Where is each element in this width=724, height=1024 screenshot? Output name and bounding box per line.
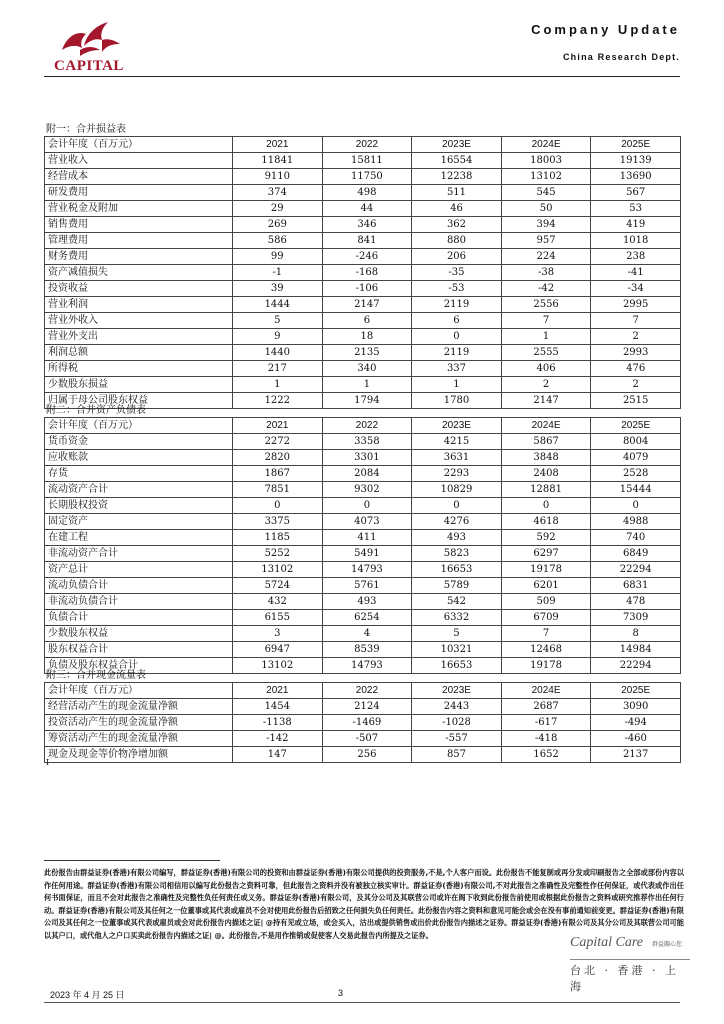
row-label-cell: 存货 — [45, 466, 233, 482]
table-row — [45, 562, 681, 578]
table-row — [45, 546, 681, 562]
year-header-cell: 2025E — [591, 683, 681, 699]
value-cell: 3631 — [412, 450, 502, 466]
cash-flow-title: 附三：合并现金流量表 — [46, 670, 146, 681]
table-row — [45, 297, 681, 313]
row-label-cell: 管理费用 — [45, 233, 233, 249]
value-cell: 2993 — [591, 345, 681, 361]
value-cell: 4 — [322, 626, 412, 642]
row-label-cell: 负债及股东权益合计 — [45, 658, 233, 674]
value-cell: 2443 — [412, 699, 502, 715]
value-cell: 16653 — [412, 562, 502, 578]
value-cell: 7 — [501, 626, 591, 642]
brand-chinese-name: 群益關心您 — [652, 941, 683, 948]
value-cell: 493 — [322, 594, 412, 610]
table-row — [45, 434, 681, 450]
value-cell: 7 — [501, 313, 591, 329]
year-header-cell: 2024E — [501, 683, 591, 699]
value-cell: 6 — [412, 313, 502, 329]
header-label-cell: 会计年度（百万元） — [45, 683, 233, 699]
row-label-cell: 营业税金及附加 — [45, 201, 233, 217]
value-cell: 1018 — [591, 233, 681, 249]
value-cell: 567 — [591, 185, 681, 201]
value-cell: 12238 — [412, 169, 502, 185]
table-row — [45, 466, 681, 482]
header-label-cell: 会计年度（百万元） — [45, 137, 233, 153]
value-cell: 478 — [591, 594, 681, 610]
value-cell: -1469 — [322, 715, 412, 731]
value-cell: 0 — [412, 498, 502, 514]
value-cell: 44 — [322, 201, 412, 217]
value-cell: 3375 — [233, 514, 323, 530]
row-label-cell: 营业收入 — [45, 153, 233, 169]
value-cell: 5252 — [233, 546, 323, 562]
row-label-cell: 应收账款 — [45, 450, 233, 466]
row-label-cell: 流动资产合计 — [45, 482, 233, 498]
value-cell: 12468 — [501, 642, 591, 658]
value-cell: 6849 — [591, 546, 681, 562]
value-cell: 11750 — [322, 169, 412, 185]
value-cell: 9110 — [233, 169, 323, 185]
table-row — [45, 361, 681, 377]
value-cell: 1444 — [233, 297, 323, 313]
row-label-cell: 少数股东损益 — [45, 377, 233, 393]
value-cell: 394 — [501, 217, 591, 233]
value-cell: 6831 — [591, 578, 681, 594]
value-cell: 0 — [233, 498, 323, 514]
value-cell: 2124 — [322, 699, 412, 715]
value-cell: 6254 — [322, 610, 412, 626]
year-header-cell: 2021 — [233, 418, 323, 434]
value-cell: 3301 — [322, 450, 412, 466]
value-cell: 3358 — [322, 434, 412, 450]
value-cell: 224 — [501, 249, 591, 265]
value-cell: 1 — [412, 377, 502, 393]
table-header-row — [45, 418, 681, 434]
value-cell: 8 — [591, 626, 681, 642]
year-header-cell: 2021 — [233, 683, 323, 699]
value-cell: -41 — [591, 265, 681, 281]
value-cell: 5789 — [412, 578, 502, 594]
value-cell: 509 — [501, 594, 591, 610]
table-row — [45, 153, 681, 169]
value-cell: 12881 — [501, 482, 591, 498]
value-cell: 14793 — [322, 562, 412, 578]
value-cell: 2272 — [233, 434, 323, 450]
row-label-cell: 非流动负债合计 — [45, 594, 233, 610]
value-cell: 10321 — [412, 642, 502, 658]
value-cell: 9302 — [322, 482, 412, 498]
value-cell: 4988 — [591, 514, 681, 530]
value-cell: -142 — [233, 731, 323, 747]
value-cell: 586 — [233, 233, 323, 249]
value-cell: 0 — [591, 498, 681, 514]
value-cell: 269 — [233, 217, 323, 233]
value-cell: 3848 — [501, 450, 591, 466]
year-header-cell: 2025E — [591, 418, 681, 434]
table-row — [45, 715, 681, 731]
value-cell: 6709 — [501, 610, 591, 626]
year-header-cell: 2022 — [322, 137, 412, 153]
value-cell: 5491 — [322, 546, 412, 562]
balance-sheet-title: 附二：合并资产负债表 — [46, 405, 146, 416]
value-cell: 957 — [501, 233, 591, 249]
value-cell: 9 — [233, 329, 323, 345]
table-row — [45, 731, 681, 747]
value-cell: 2084 — [322, 466, 412, 482]
row-label-cell: 财务费用 — [45, 249, 233, 265]
brand-divider — [570, 959, 690, 960]
value-cell: 46 — [412, 201, 502, 217]
value-cell: 1222 — [233, 393, 323, 409]
value-cell: 14793 — [322, 658, 412, 674]
value-cell: 18003 — [501, 153, 591, 169]
value-cell: 147 — [233, 747, 323, 763]
value-cell: 22294 — [591, 658, 681, 674]
value-cell: 1780 — [412, 393, 502, 409]
value-cell: 432 — [233, 594, 323, 610]
table-row — [45, 265, 681, 281]
value-cell: 13102 — [233, 658, 323, 674]
value-cell: 11841 — [233, 153, 323, 169]
value-cell: 0 — [322, 498, 412, 514]
company-logo — [44, 20, 134, 76]
year-header-cell: 2022 — [322, 418, 412, 434]
department-subtitle: China Research Dept. — [562, 52, 680, 62]
value-cell: 5823 — [412, 546, 502, 562]
row-label-cell: 固定资产 — [45, 514, 233, 530]
table-row — [45, 169, 681, 185]
value-cell: -557 — [412, 731, 502, 747]
table-row — [45, 498, 681, 514]
value-cell: 740 — [591, 530, 681, 546]
table-row — [45, 642, 681, 658]
value-cell: 1 — [322, 377, 412, 393]
report-date: 2023 年 4 月 25 日 — [50, 990, 125, 1000]
value-cell: 5 — [233, 313, 323, 329]
row-label-cell: 归属于母公司股东权益 — [45, 393, 233, 409]
stray-mark: I — [46, 758, 50, 767]
row-label-cell: 在建工程 — [45, 530, 233, 546]
row-label-cell: 销售费用 — [45, 217, 233, 233]
row-label-cell: 长期股权投资 — [45, 498, 233, 514]
year-header-cell: 2025E — [591, 137, 681, 153]
value-cell: 217 — [233, 361, 323, 377]
value-cell: 411 — [322, 530, 412, 546]
value-cell: -106 — [322, 281, 412, 297]
value-cell: 18 — [322, 329, 412, 345]
value-cell: 4073 — [322, 514, 412, 530]
value-cell: 2 — [591, 329, 681, 345]
table-row — [45, 482, 681, 498]
row-label-cell: 现金及现金等价物净增加额 — [45, 747, 233, 763]
row-label-cell: 少数股东权益 — [45, 626, 233, 642]
value-cell: 346 — [322, 217, 412, 233]
value-cell: 4079 — [591, 450, 681, 466]
table-row — [45, 514, 681, 530]
value-cell: 29 — [233, 201, 323, 217]
header-divider — [44, 76, 680, 77]
brand-name: Capital Care — [570, 935, 643, 950]
value-cell: 6297 — [501, 546, 591, 562]
value-cell: 2515 — [591, 393, 681, 409]
table-row — [45, 313, 681, 329]
value-cell: 53 — [591, 201, 681, 217]
value-cell: 340 — [322, 361, 412, 377]
table-row — [45, 201, 681, 217]
value-cell: 5761 — [322, 578, 412, 594]
value-cell: 2687 — [501, 699, 591, 715]
value-cell: -35 — [412, 265, 502, 281]
value-cell: 16653 — [412, 658, 502, 674]
table-row — [45, 530, 681, 546]
page-number: 3 — [338, 988, 344, 998]
value-cell: -507 — [322, 731, 412, 747]
value-cell: -53 — [412, 281, 502, 297]
header-label-cell: 会计年度（百万元） — [45, 418, 233, 434]
value-cell: 1652 — [501, 747, 591, 763]
value-cell: 13102 — [501, 169, 591, 185]
value-cell: 6201 — [501, 578, 591, 594]
value-cell: 2528 — [591, 466, 681, 482]
year-header-cell: 2023E — [412, 683, 502, 699]
value-cell: 0 — [501, 498, 591, 514]
value-cell: 16554 — [412, 153, 502, 169]
value-cell: 6332 — [412, 610, 502, 626]
year-header-cell: 2022 — [322, 683, 412, 699]
row-label-cell: 经营活动产生的现金流量净额 — [45, 699, 233, 715]
row-label-cell: 投资活动产生的现金流量净额 — [45, 715, 233, 731]
year-header-cell: 2024E — [501, 418, 591, 434]
value-cell: 2147 — [501, 393, 591, 409]
row-label-cell: 资产总计 — [45, 562, 233, 578]
value-cell: -460 — [591, 731, 681, 747]
income-statement-section — [44, 123, 680, 409]
value-cell: 2119 — [412, 297, 502, 313]
row-label-cell: 负债合计 — [45, 610, 233, 626]
value-cell: 5724 — [233, 578, 323, 594]
brand-cities: 台北 · 香港 · 上海 — [570, 964, 679, 993]
row-label-cell: 利润总额 — [45, 345, 233, 361]
value-cell: 2 — [501, 377, 591, 393]
footnote-divider — [44, 860, 220, 861]
value-cell: 5 — [412, 626, 502, 642]
value-cell: 13690 — [591, 169, 681, 185]
value-cell: 8539 — [322, 642, 412, 658]
value-cell: 5867 — [501, 434, 591, 450]
value-cell: 7 — [591, 313, 681, 329]
value-cell: 50 — [501, 201, 591, 217]
table-row — [45, 329, 681, 345]
value-cell: 1794 — [322, 393, 412, 409]
value-cell: -168 — [322, 265, 412, 281]
value-cell: 15444 — [591, 482, 681, 498]
logo-text: CAPITAL — [54, 58, 124, 74]
value-cell: -418 — [501, 731, 591, 747]
value-cell: 2820 — [233, 450, 323, 466]
value-cell: 3090 — [591, 699, 681, 715]
value-cell: 238 — [591, 249, 681, 265]
value-cell: 374 — [233, 185, 323, 201]
year-header-cell: 2023E — [412, 137, 502, 153]
value-cell: 14984 — [591, 642, 681, 658]
value-cell: 0 — [412, 329, 502, 345]
value-cell: 592 — [501, 530, 591, 546]
value-cell: 8004 — [591, 434, 681, 450]
value-cell: 545 — [501, 185, 591, 201]
row-label-cell: 经营成本 — [45, 169, 233, 185]
value-cell: 22294 — [591, 562, 681, 578]
value-cell: 2293 — [412, 466, 502, 482]
row-label-cell: 非流动资产合计 — [45, 546, 233, 562]
value-cell: 542 — [412, 594, 502, 610]
year-header-cell: 2023E — [412, 418, 502, 434]
value-cell: 2119 — [412, 345, 502, 361]
value-cell: -34 — [591, 281, 681, 297]
balance-sheet-section — [44, 404, 680, 674]
value-cell: -1028 — [412, 715, 502, 731]
value-cell: -494 — [591, 715, 681, 731]
value-cell: 337 — [412, 361, 502, 377]
row-label-cell: 所得税 — [45, 361, 233, 377]
value-cell: -1138 — [233, 715, 323, 731]
value-cell: 493 — [412, 530, 502, 546]
table-row — [45, 594, 681, 610]
value-cell: 1440 — [233, 345, 323, 361]
table-row — [45, 626, 681, 642]
value-cell: -617 — [501, 715, 591, 731]
value-cell: -42 — [501, 281, 591, 297]
row-label-cell: 资产减值损失 — [45, 265, 233, 281]
table-row — [45, 217, 681, 233]
value-cell: 19139 — [591, 153, 681, 169]
value-cell: 99 — [233, 249, 323, 265]
table-row — [45, 377, 681, 393]
value-cell: 406 — [501, 361, 591, 377]
bird-logo-icon — [56, 20, 122, 58]
table-row — [45, 747, 681, 763]
value-cell: 3 — [233, 626, 323, 642]
value-cell: 256 — [322, 747, 412, 763]
table-header-row — [45, 137, 681, 153]
value-cell: 10829 — [412, 482, 502, 498]
value-cell: 2555 — [501, 345, 591, 361]
value-cell: 2995 — [591, 297, 681, 313]
row-label-cell: 投资收益 — [45, 281, 233, 297]
balance-sheet-table — [44, 417, 681, 674]
cash-flow-table — [44, 682, 681, 763]
capital-care-brand — [570, 935, 690, 995]
value-cell: 857 — [412, 747, 502, 763]
year-header-cell: 2021 — [233, 137, 323, 153]
value-cell: 2556 — [501, 297, 591, 313]
value-cell: 7851 — [233, 482, 323, 498]
value-cell: 39 — [233, 281, 323, 297]
value-cell: 498 — [322, 185, 412, 201]
table-row — [45, 185, 681, 201]
value-cell: 1867 — [233, 466, 323, 482]
table-row — [45, 450, 681, 466]
value-cell: 2408 — [501, 466, 591, 482]
value-cell: 511 — [412, 185, 502, 201]
value-cell: 1 — [501, 329, 591, 345]
row-label-cell: 营业外收入 — [45, 313, 233, 329]
income-statement-table — [44, 136, 681, 409]
value-cell: 13102 — [233, 562, 323, 578]
value-cell: 2147 — [322, 297, 412, 313]
row-label-cell: 研发费用 — [45, 185, 233, 201]
value-cell: 841 — [322, 233, 412, 249]
value-cell: 19178 — [501, 658, 591, 674]
value-cell: 476 — [591, 361, 681, 377]
value-cell: 6155 — [233, 610, 323, 626]
table-row — [45, 249, 681, 265]
income-statement-title: 附一：合并损益表 — [46, 124, 126, 135]
row-label-cell: 流动负债合计 — [45, 578, 233, 594]
table-row — [45, 281, 681, 297]
row-label-cell: 股东权益合计 — [45, 642, 233, 658]
value-cell: 206 — [412, 249, 502, 265]
value-cell: 362 — [412, 217, 502, 233]
value-cell: -246 — [322, 249, 412, 265]
cash-flow-section — [44, 669, 680, 763]
value-cell: 419 — [591, 217, 681, 233]
value-cell: 880 — [412, 233, 502, 249]
footer-divider — [44, 1002, 680, 1003]
value-cell: 7309 — [591, 610, 681, 626]
row-label-cell: 筹资活动产生的现金流量净额 — [45, 731, 233, 747]
row-label-cell: 营业利润 — [45, 297, 233, 313]
value-cell: 6 — [322, 313, 412, 329]
row-label-cell: 营业外支出 — [45, 329, 233, 345]
legal-disclaimer: 此份报告由群益证券(香港)有限公司编写，群益证券(香港)有限公司的投资和由群益证券(香港)有限公司提供的投资服务,不是,个人客户而设。此份报告不能复制或再分发或印刷报告之全部或部份内容以作任何用途。群益证券(香港)有限公司相信用以编写此份报告之资料可靠，但此报告之资料并没有被独立核实审计。群益证券(香港)有限公司,不对此报告之准确性及完整性作任何保证，或代表或作出任何书面保证，而且不会对此报告之准确性及完整性负任何责任或义务。群益证券(香港)有限公司，及其分公司及其联营公司或许在阁下收到此份报告前使用或根据此份报告之资料或研究推荐作出任何行动。群益证券(香港)有限公司及其任何之一位董事或其代表或雇员不会对使用此份报告后招致之任何损失负任何责任。此份报告内容之资料和意见可能会或会在没有事前通知前变更。群益证券(香港)有限公司及其任何之一位董事或其代表或雇员或会对此份报告内描述之证| @持有见或立场，或会买入，沽出或提供销售或出价此份报告内描述之证券。群益证券(香港)有限公司及其分公司及其联营公司可能以其户口，或代他人之户口买卖此份报告内描述之证| @。此份报告,不是用作推销或促使客人交易此报告内所提及之证券。 — [44, 868, 684, 940]
value-cell: 4618 — [501, 514, 591, 530]
table-row — [45, 578, 681, 594]
value-cell: -38 — [501, 265, 591, 281]
table-row — [45, 610, 681, 626]
value-cell: 2137 — [591, 747, 681, 763]
value-cell: 19178 — [501, 562, 591, 578]
value-cell: 1185 — [233, 530, 323, 546]
value-cell: 2135 — [322, 345, 412, 361]
table-row — [45, 699, 681, 715]
value-cell: 4276 — [412, 514, 502, 530]
value-cell: 6947 — [233, 642, 323, 658]
value-cell: -1 — [233, 265, 323, 281]
table-row — [45, 345, 681, 361]
value-cell: 1454 — [233, 699, 323, 715]
table-row — [45, 233, 681, 249]
row-label-cell: 货币资金 — [45, 434, 233, 450]
value-cell: 1 — [233, 377, 323, 393]
value-cell: 2 — [591, 377, 681, 393]
report-type-title: Company Update — [531, 22, 680, 37]
year-header-cell: 2024E — [501, 137, 591, 153]
value-cell: 15811 — [322, 153, 412, 169]
table-header-row — [45, 683, 681, 699]
value-cell: 4215 — [412, 434, 502, 450]
